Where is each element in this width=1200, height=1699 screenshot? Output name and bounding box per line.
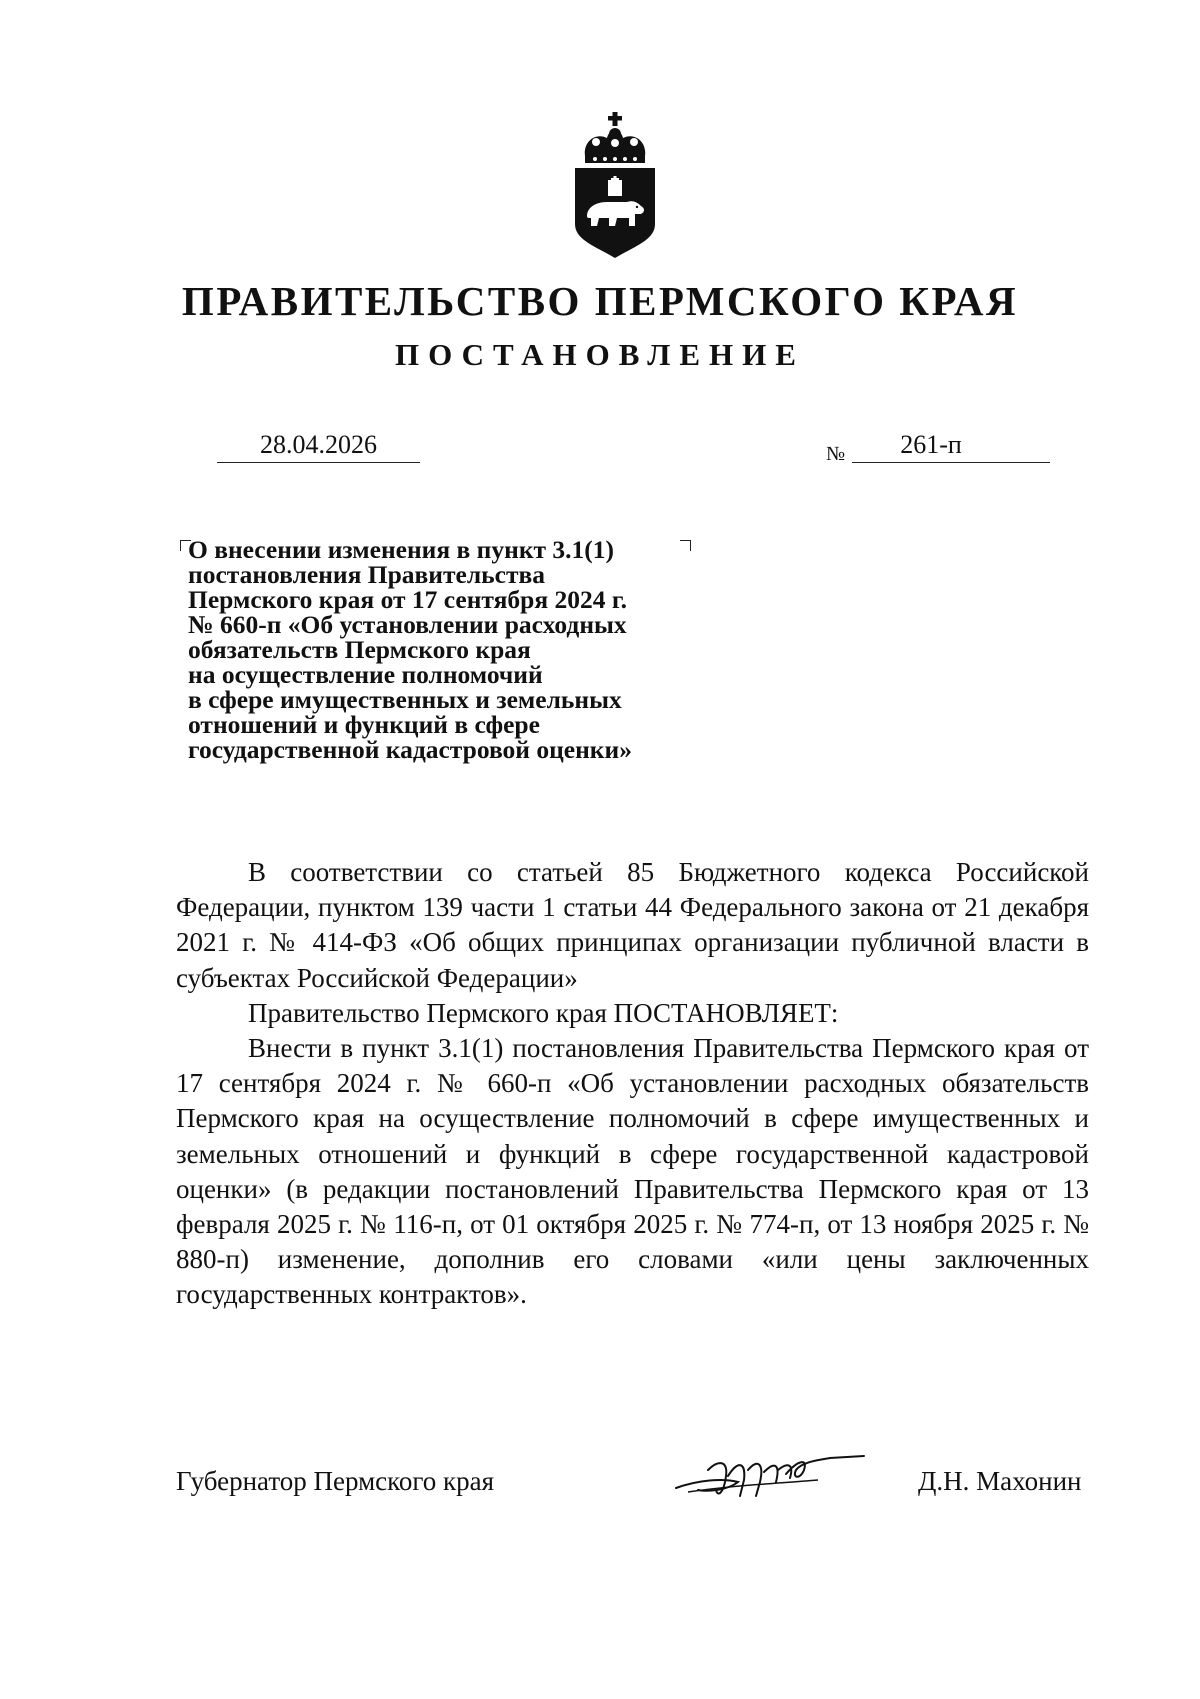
document-type: ПОСТАНОВЛЕНИЕ [395, 337, 805, 372]
document-date: 28.04.2026 [217, 428, 420, 463]
signatory-position: Губернатор Пермского края [176, 1466, 495, 1496]
organization-title: ПРАВИТЕЛЬСТВО ПЕРМСКОГО КРАЯ [181, 278, 1019, 324]
body-paragraph: Правительство Пермского края ПОСТАНОВЛЯЕТ: [248, 997, 839, 1028]
handwritten-signature [668, 1440, 868, 1510]
document-body [176, 855, 1089, 1313]
signatory-name: Д.Н. Махонин [918, 1466, 1082, 1496]
body-paragraph: В соответствии со статьей 85 Бюджетного кодекса Российской Федерации, пунктом 139 части 1 статьи 44 Федерального закона от 21 декабря 2021 г. № 414-ФЗ «Об общих принципах организации публичной власти в субъектах Российской Федерации» [176, 857, 1089, 993]
body-paragraph: Внести в пункт 3.1(1) постановления Правительства Пермского края от 17 сентября 2024 г. № 660-п «Об установлении расходных обязательств Пермского края на осуществление полномочий в сфере имущественных и земельных отношений и функций в сфере государственной кадастровой оценки» (в редакции постановлений Правительства Пермского края от 13 февраля 2025 г. № 116-п, от 01 октября 2025 г. № 774-п, от 13 ноября 2025 г. № 880-п) изменение, дополнив его словами «или цены заключенных государственных контрактов». [176, 1033, 1089, 1310]
number-sign: № [826, 443, 846, 465]
document-number: 261-п [852, 428, 1050, 463]
coat-of-arms-icon [565, 112, 665, 262]
document-subject: О внесении изменения в пункт 3.1(1) постановления Правительства Пермского края от 17 сентября 2024 г. № 660-п «Об установлении расходных обязательств Пермского края на осуществление полномочий в сфере имущественных и земельных отношений и функций в сфере государственной кадастровой оценки» [188, 535, 632, 764]
